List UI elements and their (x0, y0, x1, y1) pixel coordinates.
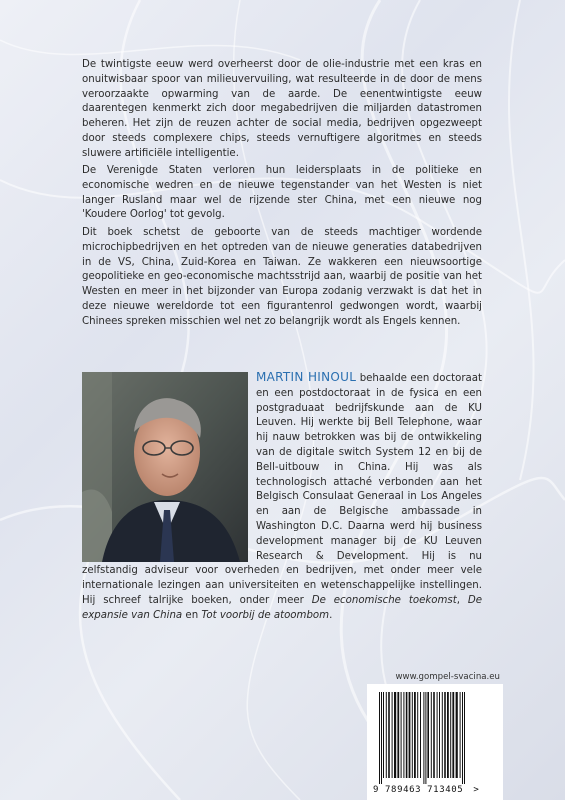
book-separator-2: en (182, 609, 202, 621)
author-name: MARTIN HINOUL (256, 370, 357, 384)
author-bio-text: behaalde een doctoraat en een postdoctoraat in de fysica en een postgraduaat bedrijfskunde aan de KU Leuven. Hij werkte bij Bell Telephone, waar hij nauw betrokken was bij de ontwikkeling van de digitale switch System 12 en bij de Bell-uitbouw in China. Hij was als technologisch attaché verbonden aan het Belgisch Consulaat Generaal in Los Angeles en aan de Belgische ambassade in Washington D.C. Daarna werd hij business development manager bij de KU Leuven Research & Development. Hij is nu zelfstandig adviseur voor overheden en bedrijven, met onder meer vele internationale lezingen aan universiteiten en wetenschappelijke instellingen. Hij schreef talrijke boeken, onder meer (82, 373, 482, 606)
book-title-3: Tot voorbij de atoombom (201, 609, 330, 621)
bio-end: . (329, 609, 333, 621)
isbn-arrow: > (473, 785, 480, 795)
barcode-bars (367, 684, 503, 784)
book-separator-1: , (456, 594, 468, 606)
isbn-number (373, 785, 501, 795)
book-title-2: De expansie van China (82, 594, 482, 621)
book-title-1: De economische toekomst (311, 594, 457, 606)
author-bio (82, 370, 482, 624)
isbn-digits: 9 789463 713405 (373, 785, 464, 795)
paragraph-intro: De twintigste eeuw werd overheerst door de olie-industrie met een kras en onuitwisbaar spoor van milieuvervuiling, wat resulteerde in de door de mens veroorzaakte opwarming van de aarde. De eenentwintigste eeuw daarentegen kenmerkt zich door megabedrijven die miljarden datastromen beheren. Het zijn de reuzen achter de social media, bedrijven opgezweept door steeds complexere chips, steeds vernuftigere algoritmes en steeds sluwere artificiële intelligentie. (82, 59, 482, 159)
photo-spacer (82, 370, 256, 564)
paragraph-usa-china: De Verenigde Staten verloren hun leidersplaats in de politieke en economische wedren en de nieuwe tegenstander van het Westen is niet langer Rusland maar wel de rijzende ster China, met een nieuwe nog 'Koudere Oorlog' tot gevolg. (82, 165, 482, 221)
isbn-barcode (367, 684, 503, 800)
paragraph-book-summary: Dit boek schetst de geboorte van de steeds machtiger wordende microchipbedrijven en het optreden van de nieuwe generaties databedrijven in de VS, China, Zuid-Korea en Taiwan. Ze wakkeren een nieuwsoortige geopolitieke en geo-economische machtsstrijd aan, waarbij de positie van het Westen en meer in het bijzonder van Europa zodanig verzwakt is dat het in deze nieuwe wereldorde tot een figurantenrol gedwongen wordt, waarbij Chinees spreken misschien wel net zo belangrijk wordt als Engels kennen. (82, 227, 482, 327)
publisher-website: www.gompel-svacina.eu (395, 672, 500, 682)
